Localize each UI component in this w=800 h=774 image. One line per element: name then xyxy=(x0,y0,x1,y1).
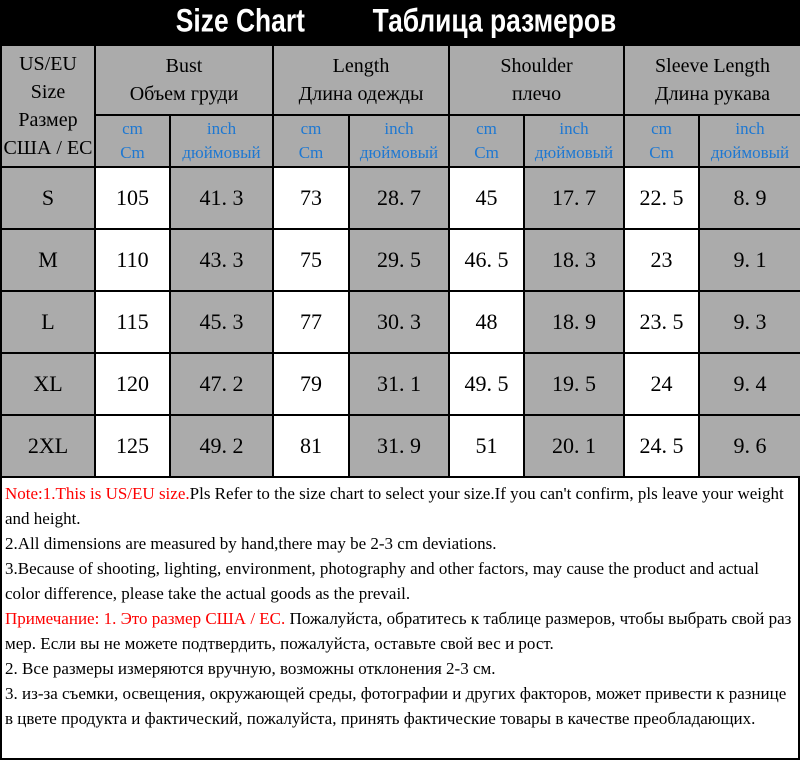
unit-label: cm xyxy=(476,119,497,138)
unit-header-cm xyxy=(624,115,699,167)
value-cell: 9. 1 xyxy=(699,229,800,291)
column-header-en: Sleeve Length xyxy=(655,55,770,77)
column-header-shoulder xyxy=(449,45,624,115)
note-ru-1 xyxy=(5,606,796,656)
unit-header-row xyxy=(1,115,800,167)
note-ru-3: 3. из-за съемки, освещения, окружающей среды, фотографии и других факторов, может привести к разнице в цвете продукта и фактический, пожалуйста, принять фактические товары в качестве преобладающих. xyxy=(5,684,787,728)
column-header-en: Shoulder xyxy=(500,55,573,77)
value-cell: 24. 5 xyxy=(624,415,699,477)
note-en-1-highlight: Note:1.This is US/EU size. xyxy=(5,484,190,503)
title-bar xyxy=(0,0,800,44)
table-row-s xyxy=(1,167,800,229)
value-cell: 20. 1 xyxy=(524,415,624,477)
column-header-ru: Длина рукава xyxy=(655,83,771,105)
value-cell: 49. 5 xyxy=(449,353,524,415)
value-cell: 17. 7 xyxy=(524,167,624,229)
value-cell: 18. 9 xyxy=(524,291,624,353)
column-header-bust xyxy=(95,45,273,115)
value-cell: 45 xyxy=(449,167,524,229)
column-header-sleeve-length xyxy=(624,45,800,115)
value-cell: 22. 5 xyxy=(624,167,699,229)
unit-header-inch xyxy=(349,115,449,167)
value-cell: 49. 2 xyxy=(170,415,273,477)
value-cell: 31. 1 xyxy=(349,353,449,415)
note-en-1-text: Pls Refer to the size chart to select your size.If you can't confirm, pls leave your weight and height. xyxy=(5,484,784,528)
note-en-1 xyxy=(5,481,796,531)
unit-label: дюймовый xyxy=(182,143,261,162)
unit-label: inch xyxy=(384,119,414,138)
unit-label: дюймовый xyxy=(534,143,614,162)
note-en-3: 3.Because of shooting, lighting, environment, photography and other factors, may cause the product and actual color difference, please take the actual goods as the prevail. xyxy=(5,559,759,603)
size-header-line: США / ЕС xyxy=(3,137,93,159)
size-label: 2XL xyxy=(1,415,95,477)
column-header-size xyxy=(1,45,95,167)
unit-label: дюймовый xyxy=(710,143,790,162)
column-header-en: Length xyxy=(332,55,390,77)
value-cell: 43. 3 xyxy=(170,229,273,291)
unit-label: Cm xyxy=(474,143,499,162)
value-cell: 45. 3 xyxy=(170,291,273,353)
unit-label: inch xyxy=(735,119,765,138)
value-cell: 105 xyxy=(95,167,170,229)
value-cell: 47. 2 xyxy=(170,353,273,415)
value-cell: 81 xyxy=(273,415,349,477)
table-row-l xyxy=(1,291,800,353)
notes-section xyxy=(0,478,800,760)
value-cell: 8. 9 xyxy=(699,167,800,229)
value-cell: 23. 5 xyxy=(624,291,699,353)
unit-label: inch xyxy=(559,119,589,138)
column-header-ru: плечо xyxy=(511,83,562,105)
value-cell: 115 xyxy=(95,291,170,353)
value-cell: 9. 4 xyxy=(699,353,800,415)
table-row-xl xyxy=(1,353,800,415)
value-cell: 73 xyxy=(273,167,349,229)
page-title-en: Size Chart xyxy=(175,3,306,40)
note-ru-1-highlight: Примечание: 1. Это размер США / ЕС. xyxy=(5,609,286,628)
page-title-ru: Таблица размеров xyxy=(372,3,617,40)
measure-header-row xyxy=(1,45,800,115)
value-cell: 9. 6 xyxy=(699,415,800,477)
value-cell: 46. 5 xyxy=(449,229,524,291)
note-ru-1-text: Пожалуйста, обратитесь к таблице размеров, чтобы выбрать свой размер. Если вы не можете подтвердить, пожалуйста, оставьте свой вес и рост. xyxy=(5,609,792,653)
value-cell: 77 xyxy=(273,291,349,353)
column-header-en: Bust xyxy=(165,55,203,77)
value-cell: 79 xyxy=(273,353,349,415)
size-label: L xyxy=(1,291,95,353)
unit-label: cm xyxy=(300,119,322,138)
size-label: S xyxy=(1,167,95,229)
size-label: XL xyxy=(1,353,95,415)
size-header-line: Размер xyxy=(18,109,78,131)
value-cell: 28. 7 xyxy=(349,167,449,229)
unit-header-cm xyxy=(95,115,170,167)
value-cell: 9. 3 xyxy=(699,291,800,353)
value-cell: 75 xyxy=(273,229,349,291)
value-cell: 29. 5 xyxy=(349,229,449,291)
value-cell: 125 xyxy=(95,415,170,477)
note-ru-2: 2. Все размеры измеряются вручную, возможны отклонения 2-3 см. xyxy=(5,659,496,678)
value-cell: 120 xyxy=(95,353,170,415)
unit-header-cm xyxy=(273,115,349,167)
unit-label: cm xyxy=(651,119,672,138)
value-cell: 41. 3 xyxy=(170,167,273,229)
value-cell: 110 xyxy=(95,229,170,291)
unit-header-cm xyxy=(449,115,524,167)
column-header-ru: Объем груди xyxy=(129,83,239,105)
table-row-m xyxy=(1,229,800,291)
unit-label: Cm xyxy=(298,143,324,162)
size-header-line: US/EU xyxy=(19,53,77,75)
value-cell: 31. 9 xyxy=(349,415,449,477)
unit-label: Cm xyxy=(120,143,145,162)
size-label: M xyxy=(1,229,95,291)
value-cell: 24 xyxy=(624,353,699,415)
unit-label: inch xyxy=(206,119,237,138)
value-cell: 18. 3 xyxy=(524,229,624,291)
unit-header-inch xyxy=(170,115,273,167)
unit-header-inch xyxy=(699,115,800,167)
unit-label: дюймовый xyxy=(359,143,439,162)
value-cell: 23 xyxy=(624,229,699,291)
table-row-2xl xyxy=(1,415,800,477)
column-header-ru: Длина одежды xyxy=(298,83,424,105)
size-header-line: Size xyxy=(30,81,66,103)
unit-header-inch xyxy=(524,115,624,167)
value-cell: 51 xyxy=(449,415,524,477)
column-header-length xyxy=(273,45,449,115)
unit-label: cm xyxy=(122,119,143,138)
value-cell: 19. 5 xyxy=(524,353,624,415)
value-cell: 48 xyxy=(449,291,524,353)
value-cell: 30. 3 xyxy=(349,291,449,353)
size-table xyxy=(0,44,800,478)
note-en-2: 2.All dimensions are measured by hand,there may be 2-3 cm deviations. xyxy=(5,534,497,553)
unit-label: Cm xyxy=(649,143,674,162)
